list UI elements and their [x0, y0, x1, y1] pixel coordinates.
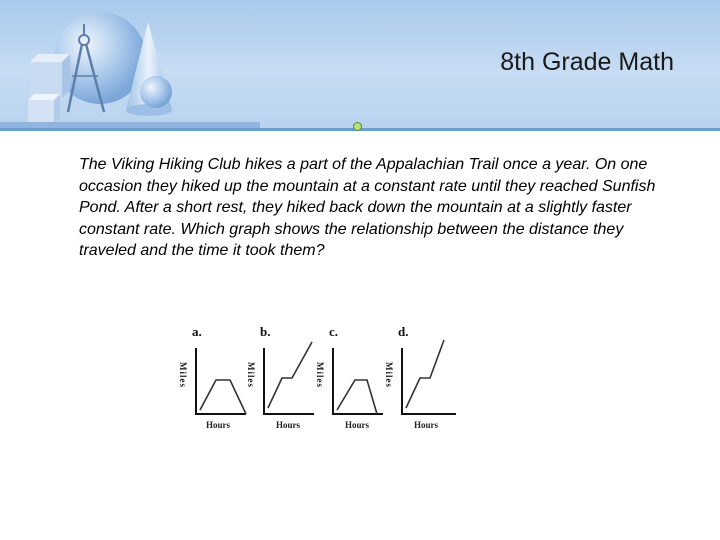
graph-choice-label: a. [192, 324, 202, 339]
graph-choice-label: b. [260, 324, 271, 339]
graph-line [406, 340, 444, 408]
x-axis-label: Hours [206, 420, 231, 430]
y-axis-label: Miles [315, 362, 325, 388]
question-text: The Viking Hiking Club hikes a part of the Appalachian Trail once a year. On one occasion they hiked up the mountain at a constant rate until they reached Sunfish Pond. After a short rest, they hiked back down the mountain at a slightly faster constant rate. Which graph shows the relationship between the distance they traveled and the time it took them? [79, 156, 656, 259]
graph-choice-label: d. [398, 324, 409, 339]
graph-choice-label: c. [329, 324, 339, 339]
graph-line [337, 380, 377, 414]
graph-line [200, 380, 246, 414]
y-axis-label: Miles [178, 362, 188, 388]
divider-dot [353, 122, 362, 131]
y-axis-label: Miles [384, 362, 394, 388]
x-axis-label: Hours [276, 420, 301, 430]
graph-choice-a [178, 322, 248, 434]
graph-choice-d [384, 322, 454, 434]
geometry-shapes-illustration [0, 0, 330, 128]
slide-banner [0, 0, 720, 128]
y-axis-label: Miles [246, 362, 256, 388]
graph-line [268, 342, 312, 408]
x-axis-label: Hours [414, 420, 439, 430]
slide-title: 8th Grade Math [500, 48, 674, 76]
x-axis-label: Hours [345, 420, 370, 430]
graph-choice-b [246, 322, 316, 434]
graph-choice-c [315, 322, 385, 434]
